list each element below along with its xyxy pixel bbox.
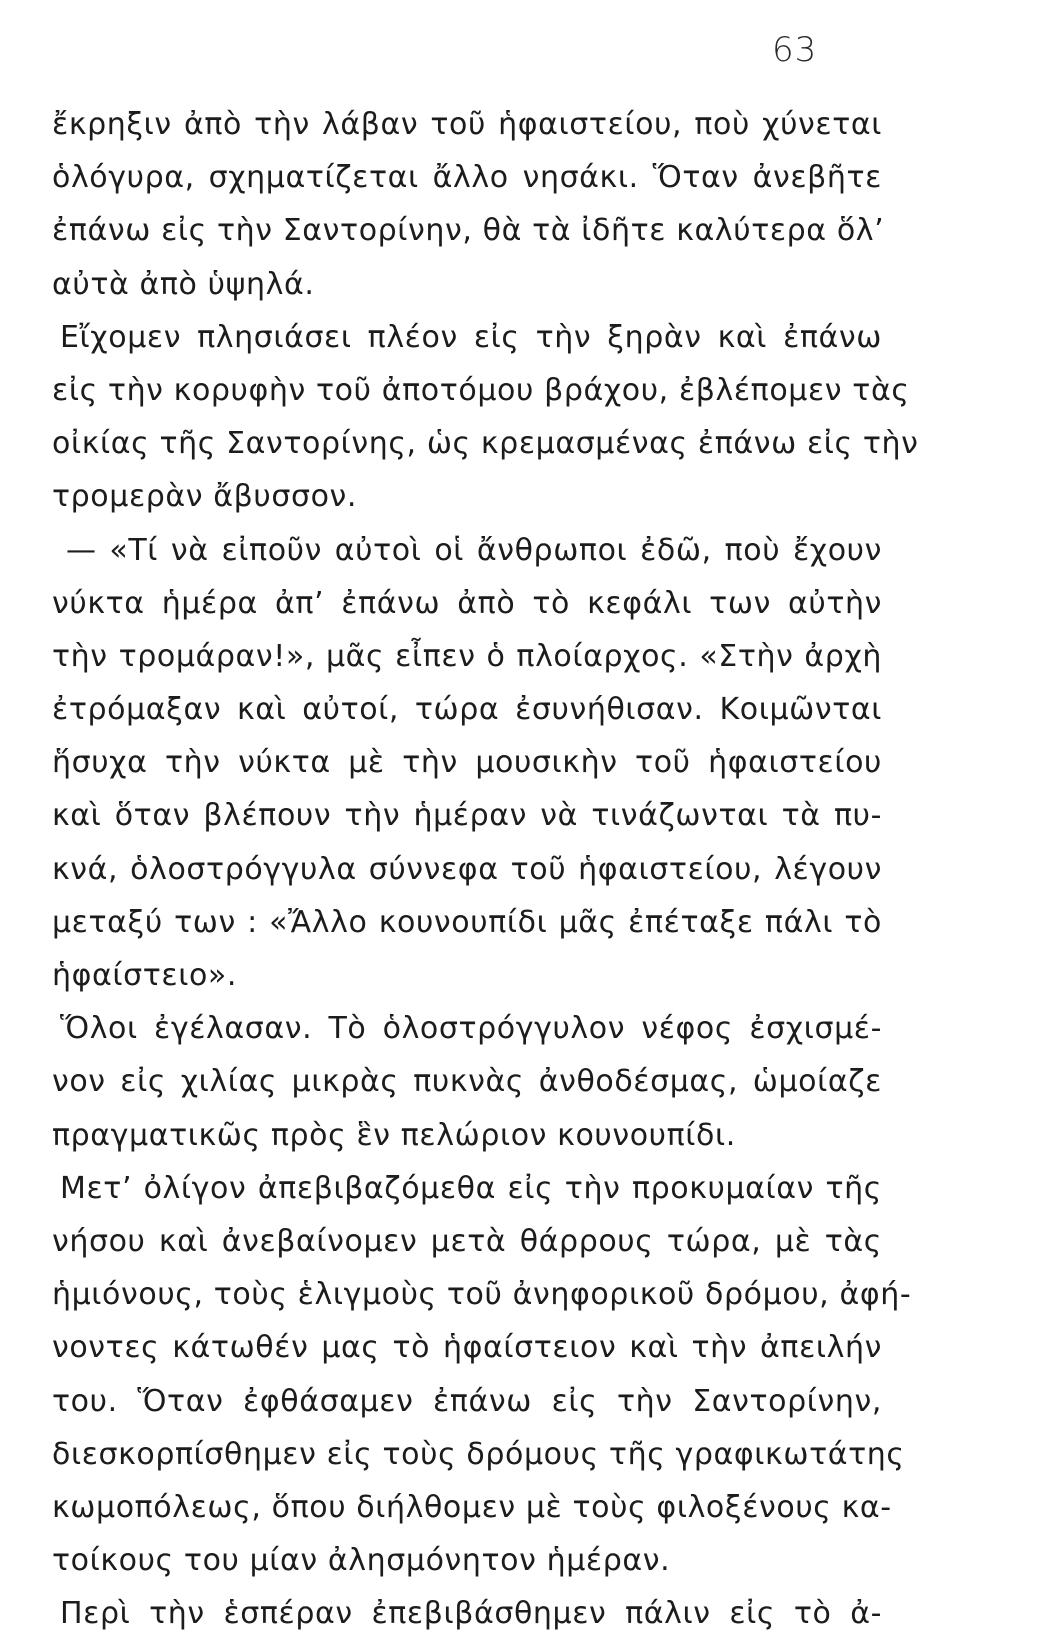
text-line: ἐπάνω εἰς τὴν Σαντορίνην, θὰ τὰ ἰδῆτε καλύτερα ὅλ’ bbox=[52, 213, 885, 249]
text-line: οἰκίας τῆς Σαντορίνης, ὡς κρεμασμένας ἐπάνω εἰς τὴν bbox=[52, 426, 919, 462]
text-line: του. Ὅταν ἐφθάσαμεν ἐπάνω εἰς τὴν Σαντορίνην, bbox=[52, 1383, 882, 1419]
text-line: Ὅλοι ἐγέλασαν. Τὸ ὁλοστρόγγυλον νέφος ἐσχισμέ- bbox=[60, 1011, 882, 1047]
text-line: καὶ ὅταν βλέπουν τὴν ἡμέραν νὰ τινάζωνται τὰ πυ- bbox=[52, 798, 882, 834]
page-number: 63 bbox=[772, 30, 818, 70]
text-line: ἡφαίστειο». bbox=[52, 958, 238, 993]
text-line: νοντες κάτωθέν μας τὸ ἡφαίστειον καὶ τὴν ἀπειλήν bbox=[52, 1330, 882, 1366]
text-line: ἐτρόμαξαν καὶ αὐτοί, τώρα ἐσυνήθισαν. Κοιμῶνται bbox=[52, 692, 882, 728]
text-line: ἥσυχα τὴν νύκτα μὲ τὴν μουσικὴν τοῦ ἡφαιστείου bbox=[52, 745, 882, 781]
text-line: νήσου καὶ ἀνεβαίνομεν μετὰ θάρρους τώρα, μὲ τὰς bbox=[52, 1223, 882, 1259]
text-line: κωμοπόλεως, ὅπου διήλθομεν μὲ τοὺς φιλοξένους κα- bbox=[52, 1489, 892, 1525]
text-line: διεσκορπίσθημεν εἰς τοὺς δρόμους τῆς γραφικωτάτης bbox=[52, 1436, 905, 1472]
text-line: μεταξύ των : «Ἄλλο κουνουπίδι μᾶς ἐπέταξε πάλι τὸ bbox=[52, 904, 882, 940]
text-line: κνά, ὁλοστρόγγυλα σύννεφα τοῦ ἡφαιστείου, λέγουν bbox=[52, 851, 882, 887]
text-line: ὁλόγυρα, σχηματίζεται ἄλλο νησάκι. Ὅταν ἀνεβῆτε bbox=[52, 160, 882, 196]
text-line: πραγματικῶς πρὸς ἓν πελώριον κουνουπίδι. bbox=[52, 1117, 736, 1153]
text-line: αὐτὰ ἀπὸ ὑψηλά. bbox=[52, 266, 315, 302]
text-line: νύκτα ἡμέρα ἀπ’ ἐπάνω ἀπὸ τὸ κεφάλι των αὐτὴν bbox=[52, 585, 882, 621]
text-line: Μετ’ ὀλίγον ἀπεβιβαζόμεθα εἰς τὴν προκυμαίαν τῆς bbox=[60, 1170, 882, 1206]
text-line: τρομερὰν ἄβυσσον. bbox=[52, 479, 358, 515]
text-line: εἰς τὴν κορυφὴν τοῦ ἀποτόμου βράχου, ἐβλέπομεν τὰς bbox=[52, 372, 910, 408]
text-line: ἡμιόνους, τοὺς ἑλιγμοὺς τοῦ ἀνηφορικοῦ δρόμου, ἀφή- bbox=[52, 1277, 912, 1313]
text-line: τὴν τρομάραν!», μᾶς εἶπεν ὁ πλοίαρχος. «Στὴν ἀρχὴ bbox=[52, 638, 882, 674]
text-line: ἔκρηξιν ἀπὸ τὴν λάβαν τοῦ ἡφαιστείου, ποὺ χύνεται bbox=[52, 107, 882, 142]
body-text bbox=[52, 98, 919, 1640]
text-line: — «Τί νὰ εἰποῦν αὐτοὶ οἱ ἄνθρωποι ἐδῶ, ποὺ ἔχουν bbox=[66, 532, 882, 568]
text-line: Εἴχομεν πλησιάσει πλέον εἰς τὴν ξηρὰν καὶ ἐπάνω bbox=[60, 319, 882, 355]
text-line: τοίκους του μίαν ἀλησμόνητον ἡμέραν. bbox=[52, 1543, 671, 1579]
text-line: Περὶ τὴν ἑσπέραν ἐπεβιβάσθημεν πάλιν εἰς τὸ ἀ- bbox=[60, 1596, 882, 1632]
text-line: νον εἰς χιλίας μικρὰς πυκνὰς ἀνθοδέσμας, ὡμοίαζε bbox=[52, 1064, 882, 1100]
